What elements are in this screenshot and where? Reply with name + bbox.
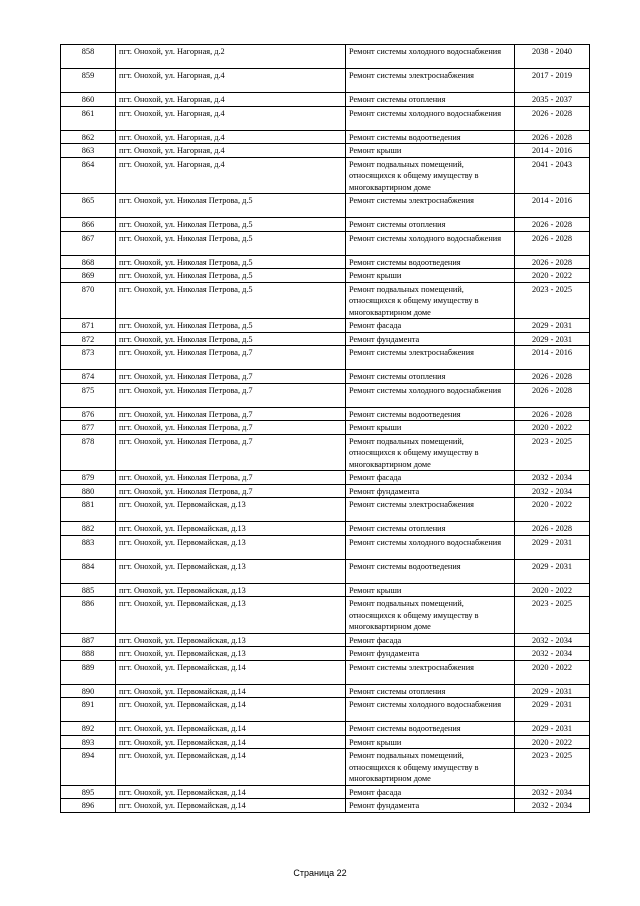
work-type-cell: Ремонт фасада — [346, 633, 515, 647]
address-cell: пгт. Онохой, ул. Николая Петрова, д.5 — [116, 319, 346, 333]
address-cell: пгт. Онохой, ул. Николая Петрова, д.7 — [116, 346, 346, 370]
table-row — [61, 231, 590, 255]
period-cell: 2020 - 2022 — [515, 583, 590, 597]
address-cell: пгт. Онохой, ул. Николая Петрова, д.5 — [116, 332, 346, 346]
work-type-cell: Ремонт подвальных помещений, относящихся к общему имуществу в многоквартирном доме — [346, 282, 515, 319]
work-type-cell: Ремонт системы отопления — [346, 218, 515, 232]
table-row — [61, 434, 590, 471]
work-type-cell: Ремонт системы электроснабжения — [346, 498, 515, 522]
work-type-cell: Ремонт системы электроснабжения — [346, 194, 515, 218]
work-type-cell: Ремонт крыши — [346, 735, 515, 749]
row-number-cell: 891 — [61, 698, 116, 722]
address-cell: пгт. Онохой, ул. Николая Петрова, д.5 — [116, 255, 346, 269]
work-type-cell: Ремонт крыши — [346, 583, 515, 597]
period-cell: 2035 - 2037 — [515, 93, 590, 107]
table-row — [61, 282, 590, 319]
row-number-cell: 885 — [61, 583, 116, 597]
row-number-cell: 868 — [61, 255, 116, 269]
row-number-cell: 886 — [61, 597, 116, 634]
row-number-cell: 882 — [61, 522, 116, 536]
period-cell: 2023 - 2025 — [515, 282, 590, 319]
table-row — [61, 498, 590, 522]
row-number-cell: 884 — [61, 559, 116, 583]
work-type-cell: Ремонт системы холодного водоснабжения — [346, 698, 515, 722]
period-cell: 2029 - 2031 — [515, 559, 590, 583]
address-cell: пгт. Онохой, ул. Первомайская, д.13 — [116, 522, 346, 536]
address-cell: пгт. Онохой, ул. Николая Петрова, д.5 — [116, 231, 346, 255]
address-cell: пгт. Онохой, ул. Николая Петрова, д.7 — [116, 484, 346, 498]
period-cell: 2029 - 2031 — [515, 684, 590, 698]
period-cell: 2026 - 2028 — [515, 218, 590, 232]
work-type-cell: Ремонт подвальных помещений, относящихся к общему имуществу в многоквартирном доме — [346, 434, 515, 471]
row-number-cell: 880 — [61, 484, 116, 498]
work-type-cell: Ремонт системы водоотведения — [346, 559, 515, 583]
row-number-cell: 869 — [61, 269, 116, 283]
work-type-cell: Ремонт крыши — [346, 144, 515, 158]
period-cell: 2026 - 2028 — [515, 407, 590, 421]
work-type-cell: Ремонт системы водоотведения — [346, 407, 515, 421]
period-cell: 2023 - 2025 — [515, 749, 590, 786]
row-number-cell: 876 — [61, 407, 116, 421]
address-cell: пгт. Онохой, ул. Нагорная, д.4 — [116, 144, 346, 158]
address-cell: пгт. Онохой, ул. Первомайская, д.14 — [116, 722, 346, 736]
period-cell: 2017 - 2019 — [515, 69, 590, 93]
period-cell: 2014 - 2016 — [515, 144, 590, 158]
table-row — [61, 346, 590, 370]
row-number-cell: 872 — [61, 332, 116, 346]
period-cell: 2029 - 2031 — [515, 319, 590, 333]
table-row — [61, 157, 590, 194]
row-number-cell: 874 — [61, 370, 116, 384]
address-cell: пгт. Онохой, ул. Первомайская, д.14 — [116, 660, 346, 684]
address-cell: пгт. Онохой, ул. Первомайская, д.13 — [116, 559, 346, 583]
row-number-cell: 879 — [61, 471, 116, 485]
row-number-cell: 866 — [61, 218, 116, 232]
row-number-cell: 859 — [61, 69, 116, 93]
period-cell: 2014 - 2016 — [515, 194, 590, 218]
address-cell: пгт. Онохой, ул. Николая Петрова, д.5 — [116, 218, 346, 232]
work-type-cell: Ремонт системы электроснабжения — [346, 69, 515, 93]
row-number-cell: 893 — [61, 735, 116, 749]
work-type-cell: Ремонт фундамента — [346, 332, 515, 346]
table-row — [61, 332, 590, 346]
table-row — [61, 383, 590, 407]
row-number-cell: 860 — [61, 93, 116, 107]
table-row — [61, 484, 590, 498]
row-number-cell: 870 — [61, 282, 116, 319]
row-number-cell: 892 — [61, 722, 116, 736]
period-cell: 2032 - 2034 — [515, 785, 590, 799]
period-cell: 2026 - 2028 — [515, 522, 590, 536]
row-number-cell: 895 — [61, 785, 116, 799]
table-row — [61, 785, 590, 799]
address-cell: пгт. Онохой, ул. Первомайская, д.14 — [116, 785, 346, 799]
period-cell: 2026 - 2028 — [515, 106, 590, 130]
work-type-cell: Ремонт фасада — [346, 471, 515, 485]
table-row — [61, 749, 590, 786]
period-cell: 2029 - 2031 — [515, 722, 590, 736]
table-row — [61, 421, 590, 435]
period-cell: 2029 - 2031 — [515, 332, 590, 346]
row-number-cell: 873 — [61, 346, 116, 370]
work-type-cell: Ремонт системы холодного водоснабжения — [346, 231, 515, 255]
table-row — [61, 269, 590, 283]
work-type-cell: Ремонт подвальных помещений, относящихся к общему имуществу в многоквартирном доме — [346, 157, 515, 194]
row-number-cell: 887 — [61, 633, 116, 647]
address-cell: пгт. Онохой, ул. Николая Петрова, д.5 — [116, 282, 346, 319]
row-number-cell: 871 — [61, 319, 116, 333]
table-row — [61, 218, 590, 232]
row-number-cell: 894 — [61, 749, 116, 786]
period-cell: 2020 - 2022 — [515, 421, 590, 435]
period-cell: 2020 - 2022 — [515, 660, 590, 684]
table-row — [61, 735, 590, 749]
work-type-cell: Ремонт фундамента — [346, 484, 515, 498]
row-number-cell: 888 — [61, 647, 116, 661]
address-cell: пгт. Онохой, ул. Первомайская, д.13 — [116, 583, 346, 597]
row-number-cell: 890 — [61, 684, 116, 698]
table-row — [61, 647, 590, 661]
address-cell: пгт. Онохой, ул. Николая Петрова, д.7 — [116, 383, 346, 407]
work-type-cell: Ремонт подвальных помещений, относящихся к общему имуществу в многоквартирном доме — [346, 749, 515, 786]
period-cell: 2026 - 2028 — [515, 130, 590, 144]
period-cell: 2032 - 2034 — [515, 633, 590, 647]
table-row — [61, 633, 590, 647]
address-cell: пгт. Онохой, ул. Николая Петрова, д.7 — [116, 434, 346, 471]
period-cell: 2032 - 2034 — [515, 471, 590, 485]
table-row — [61, 522, 590, 536]
address-cell: пгт. Онохой, ул. Николая Петрова, д.7 — [116, 370, 346, 384]
table-row — [61, 45, 590, 69]
address-cell: пгт. Онохой, ул. Николая Петрова, д.7 — [116, 471, 346, 485]
work-type-cell: Ремонт крыши — [346, 269, 515, 283]
period-cell: 2020 - 2022 — [515, 498, 590, 522]
period-cell: 2020 - 2022 — [515, 269, 590, 283]
table-row — [61, 471, 590, 485]
table-row — [61, 69, 590, 93]
address-cell: пгт. Онохой, ул. Нагорная, д.4 — [116, 130, 346, 144]
period-cell: 2038 - 2040 — [515, 45, 590, 69]
row-number-cell: 858 — [61, 45, 116, 69]
work-type-cell: Ремонт системы отопления — [346, 684, 515, 698]
row-number-cell: 883 — [61, 535, 116, 559]
table-row — [61, 407, 590, 421]
period-cell: 2023 - 2025 — [515, 597, 590, 634]
row-number-cell: 862 — [61, 130, 116, 144]
work-type-cell: Ремонт фасада — [346, 319, 515, 333]
period-cell: 2032 - 2034 — [515, 484, 590, 498]
table-row — [61, 93, 590, 107]
period-cell: 2020 - 2022 — [515, 735, 590, 749]
period-cell: 2026 - 2028 — [515, 383, 590, 407]
address-cell: пгт. Онохой, ул. Николая Петрова, д.5 — [116, 269, 346, 283]
period-cell: 2026 - 2028 — [515, 231, 590, 255]
period-cell: 2041 - 2043 — [515, 157, 590, 194]
address-cell: пгт. Онохой, ул. Нагорная, д.4 — [116, 93, 346, 107]
period-cell: 2023 - 2025 — [515, 434, 590, 471]
table-row — [61, 597, 590, 634]
work-type-cell: Ремонт крыши — [346, 421, 515, 435]
row-number-cell: 881 — [61, 498, 116, 522]
table-row — [61, 722, 590, 736]
address-cell: пгт. Онохой, ул. Первомайская, д.14 — [116, 698, 346, 722]
table-row — [61, 319, 590, 333]
page-footer: Страница 22 — [293, 868, 347, 878]
work-type-cell: Ремонт системы водоотведения — [346, 722, 515, 736]
table-row — [61, 194, 590, 218]
row-number-cell: 889 — [61, 660, 116, 684]
work-type-cell: Ремонт системы холодного водоснабжения — [346, 106, 515, 130]
work-type-cell: Ремонт системы отопления — [346, 370, 515, 384]
work-type-cell: Ремонт системы холодного водоснабжения — [346, 383, 515, 407]
table-row — [61, 799, 590, 813]
period-cell: 2032 - 2034 — [515, 647, 590, 661]
address-cell: пгт. Онохой, ул. Нагорная, д.4 — [116, 106, 346, 130]
address-cell: пгт. Онохой, ул. Первомайская, д.14 — [116, 749, 346, 786]
period-cell: 2014 - 2016 — [515, 346, 590, 370]
period-cell: 2029 - 2031 — [515, 535, 590, 559]
address-cell: пгт. Онохой, ул. Нагорная, д.4 — [116, 69, 346, 93]
work-type-cell: Ремонт системы электроснабжения — [346, 346, 515, 370]
table-row — [61, 583, 590, 597]
address-cell: пгт. Онохой, ул. Первомайская, д.13 — [116, 633, 346, 647]
period-cell: 2032 - 2034 — [515, 799, 590, 813]
work-type-cell: Ремонт фундамента — [346, 799, 515, 813]
table-row — [61, 559, 590, 583]
table-row — [61, 535, 590, 559]
table-row — [61, 255, 590, 269]
address-cell: пгт. Онохой, ул. Николая Петрова, д.7 — [116, 421, 346, 435]
work-type-cell: Ремонт системы водоотведения — [346, 255, 515, 269]
table-row — [61, 684, 590, 698]
row-number-cell: 867 — [61, 231, 116, 255]
works-table — [60, 44, 590, 813]
address-cell: пгт. Онохой, ул. Первомайская, д.13 — [116, 498, 346, 522]
table-row — [61, 698, 590, 722]
address-cell: пгт. Онохой, ул. Первомайская, д.14 — [116, 799, 346, 813]
row-number-cell: 863 — [61, 144, 116, 158]
period-cell: 2029 - 2031 — [515, 698, 590, 722]
address-cell: пгт. Онохой, ул. Первомайская, д.14 — [116, 684, 346, 698]
table-row — [61, 144, 590, 158]
table-row — [61, 106, 590, 130]
row-number-cell: 864 — [61, 157, 116, 194]
row-number-cell: 865 — [61, 194, 116, 218]
address-cell: пгт. Онохой, ул. Первомайская, д.13 — [116, 647, 346, 661]
address-cell: пгт. Онохой, ул. Николая Петрова, д.5 — [116, 194, 346, 218]
row-number-cell: 877 — [61, 421, 116, 435]
table-row — [61, 660, 590, 684]
work-type-cell: Ремонт подвальных помещений, относящихся к общему имуществу в многоквартирном доме — [346, 597, 515, 634]
address-cell: пгт. Онохой, ул. Первомайская, д.14 — [116, 735, 346, 749]
row-number-cell: 875 — [61, 383, 116, 407]
address-cell: пгт. Онохой, ул. Николая Петрова, д.7 — [116, 407, 346, 421]
work-type-cell: Ремонт фасада — [346, 785, 515, 799]
table-row — [61, 370, 590, 384]
work-type-cell: Ремонт системы электроснабжения — [346, 660, 515, 684]
period-cell: 2026 - 2028 — [515, 255, 590, 269]
row-number-cell: 878 — [61, 434, 116, 471]
row-number-cell: 861 — [61, 106, 116, 130]
address-cell: пгт. Онохой, ул. Первомайская, д.13 — [116, 597, 346, 634]
work-type-cell: Ремонт системы холодного водоснабжения — [346, 535, 515, 559]
work-type-cell: Ремонт системы отопления — [346, 93, 515, 107]
work-type-cell: Ремонт фундамента — [346, 647, 515, 661]
address-cell: пгт. Онохой, ул. Нагорная, д.2 — [116, 45, 346, 69]
address-cell: пгт. Онохой, ул. Нагорная, д.4 — [116, 157, 346, 194]
work-type-cell: Ремонт системы отопления — [346, 522, 515, 536]
period-cell: 2026 - 2028 — [515, 370, 590, 384]
works-table-body — [61, 45, 590, 813]
work-type-cell: Ремонт системы водоотведения — [346, 130, 515, 144]
address-cell: пгт. Онохой, ул. Первомайская, д.13 — [116, 535, 346, 559]
table-row — [61, 130, 590, 144]
work-type-cell: Ремонт системы холодного водоснабжения — [346, 45, 515, 69]
row-number-cell: 896 — [61, 799, 116, 813]
